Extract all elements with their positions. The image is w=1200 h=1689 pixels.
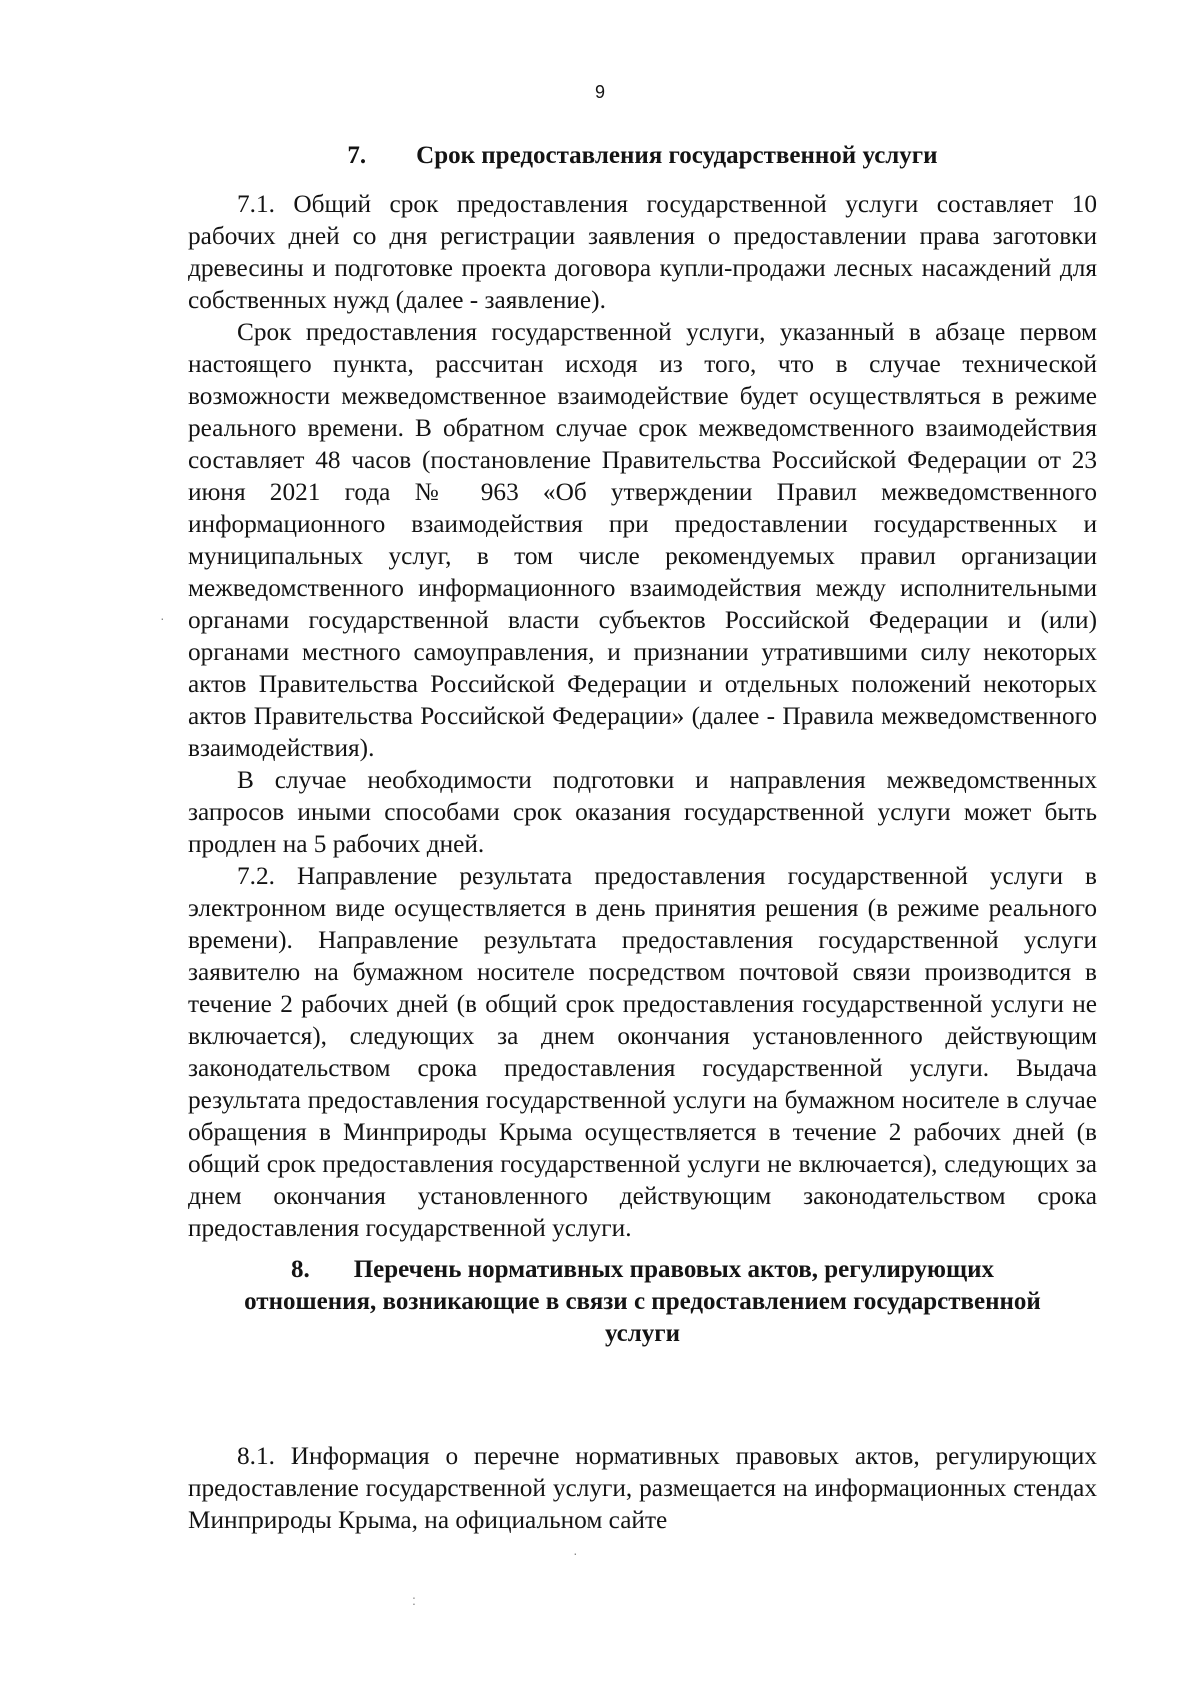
paragraph-7-1: 7.1. Общий срок предоставления государственной услуги составляет 10 рабочих дней со дня регистрации заявления о предоставлении права заготовки древесины и подготовке проекта договора купли-продажи лесных насаждений для собственных нужд (далее - заявление).: [188, 190, 1097, 314]
paragraph-7-2: 7.2. Направление результата предоставления государственной услуги в электронном виде осуществляется в день принятия решения (в режиме реального времени). Направление результата предоставления государственной услуги заявителю на бумажном носителе посредством почтовой связи производится в течение 2 рабочих дней (в общий срок предоставления государственной услуги не включается), следующих за днем окончания установленного действующим законодательством срока предоставления государственной услуги. Выдача результата предоставления государственной услуги на бумажном носителе в случае обращения в Минприроды Крыма осуществляется в течение 2 рабочих дней (в общий срок предоставления государственной услуги не включается), следующих за днем окончания установленного действующим законодательством срока предоставления государственной услуги.: [188, 862, 1097, 1242]
scan-artifact: ·: [573, 1545, 578, 1561]
section-7-title: Срок предоставления государственной услуги: [416, 142, 938, 169]
section-7-number: 7.: [347, 142, 367, 169]
paragraph-7-1-extension: В случае необходимости подготовки и направления межведомственных запросов иными способами срок оказания государственной услуги может быть продлен на 5 рабочих дней.: [188, 766, 1097, 858]
paragraph-8-1: 8.1. Информация о перечне нормативных правовых актов, регулирующих предоставление государственной услуги, размещается на информационных стендах Минприроды Крыма, на официальном сайте: [188, 1442, 1097, 1534]
section-8-title-line-2: отношения, возникающие в связи с предоставлением государственной: [244, 1288, 1041, 1315]
section-8-number: 8.: [290, 1256, 310, 1283]
scan-artifact: :: [412, 1592, 416, 1608]
section-7-body: [188, 188, 1097, 1244]
section-7-heading: [188, 140, 1097, 172]
section-8-heading: [188, 1254, 1097, 1350]
page-number: 9: [594, 82, 605, 102]
section-8-body: [188, 1440, 1097, 1536]
section-8-title-line-1: Перечень нормативных правовых актов, регулирующих: [353, 1256, 995, 1283]
paragraph-7-1-term: Срок предоставления государственной услуги, указанный в абзаце первом настоящего пункта, рассчитан исходя из того, что в случае технической возможности межведомственное взаимодействие будет осуществляться в режиме реального времени. В обратном случае срок межведомственного взаимодействия составляет 48 часов (постановление Правительства Российской Федерации от 23 июня 2021 года № 963 «Об утверждении Правил межведомственного информационного взаимодействия при предоставлении государственных и муниципальных услуг, в том числе рекомендуемых правил организации межведомственного информационного взаимодействия между исполнительными органами государственной власти субъектов Российской Федерации и (или) органами местного самоуправления, и признании утратившими силу некоторых актов Правительства Российской Федерации и отдельных положений некоторых актов Правительства Российской Федерации» (далее - Правила межведомственного взаимодействия).: [188, 318, 1097, 762]
scan-artifact: ·: [160, 610, 165, 626]
section-8-title-line-3: услуги: [604, 1320, 681, 1347]
